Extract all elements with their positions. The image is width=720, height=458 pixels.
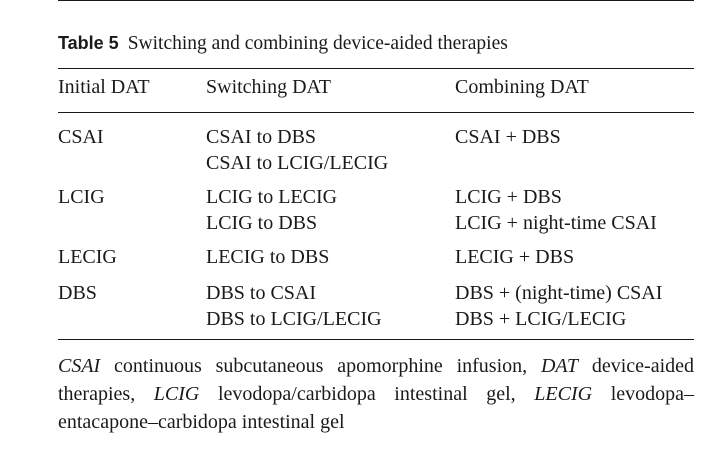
- header-bottom-rule: [58, 112, 694, 113]
- switching-option: LCIG to DBS: [206, 212, 318, 234]
- footnote-definition: levodopa–entacapone–carbidopa intestinal gel: [58, 383, 694, 433]
- switching-option: DBS to LCIG/LECIG: [206, 308, 382, 330]
- table-cell-initial: CSAI: [58, 126, 104, 148]
- switching-option: LCIG to LECIG: [206, 186, 338, 208]
- header-top-rule: [58, 68, 694, 69]
- top-rule: [58, 0, 694, 1]
- abbreviations-footnote: [58, 352, 694, 436]
- column-header-switching-dat: Switching DAT: [206, 76, 331, 98]
- switching-option: CSAI to LCIG/LECIG: [206, 152, 389, 174]
- table-bottom-rule: [58, 339, 694, 340]
- switching-option: CSAI to DBS: [206, 126, 317, 148]
- switching-option: DBS to CSAI: [206, 282, 317, 304]
- column-header-initial-dat: Initial DAT: [58, 76, 150, 98]
- table-cell-combining: [455, 244, 574, 270]
- column-header-combining-dat: Combining DAT: [455, 76, 589, 98]
- footnote-abbr: CSAI: [58, 355, 101, 377]
- switching-option: LECIG to DBS: [206, 246, 330, 268]
- footnote-definition: levodopa/carbidopa intestinal gel,: [217, 383, 516, 405]
- combining-option: LCIG + DBS: [455, 186, 562, 208]
- combining-option: LECIG + DBS: [455, 246, 575, 268]
- table-caption: [58, 31, 508, 56]
- table-cell-initial: LCIG: [58, 186, 105, 208]
- table-title: Switching and combining device-aided therapies: [127, 33, 508, 54]
- footnote-definition: device-aided therapies,: [58, 355, 695, 405]
- combining-option: DBS + (night-time) CSAI: [455, 282, 663, 304]
- footnote-abbr: LCIG: [153, 383, 200, 405]
- table-cell-initial: DBS: [58, 282, 97, 304]
- table-cell-switching: [206, 124, 388, 176]
- footnote-definition: continuous subcutaneous apomorphine infusion,: [114, 355, 528, 377]
- table-cell-switching: [206, 184, 337, 236]
- table-cell-switching: [206, 244, 329, 270]
- footnote-abbr: DAT: [540, 355, 579, 377]
- combining-option: CSAI + DBS: [455, 126, 561, 148]
- table-cell-combining: [455, 280, 662, 332]
- footnote-abbr: LECIG: [534, 383, 593, 405]
- table-label: Table 5: [58, 33, 119, 53]
- table-cell-combining: [455, 124, 561, 150]
- table-cell-switching: [206, 280, 382, 332]
- table-cell-initial: LECIG: [58, 246, 117, 268]
- table-cell-combining: [455, 184, 657, 236]
- combining-option: DBS + LCIG/LECIG: [455, 308, 627, 330]
- combining-option: LCIG + night-time CSAI: [455, 212, 657, 234]
